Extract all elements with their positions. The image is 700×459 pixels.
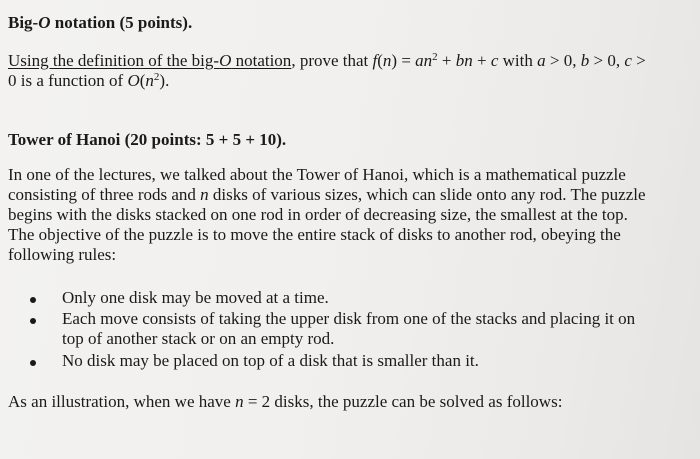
hanoi-paragraph-line-3: begins with the disks stacked on one rod in order of decreasing size, the smallest at the top. (8, 205, 628, 224)
hanoi-paragraph-line-4: The objective of the puzzle is to move the entire stack of disks to another rod, obeying the (8, 225, 621, 244)
math-plus-1: + (437, 51, 456, 70)
math-paren-open: ( (377, 51, 383, 70)
bigo-heading (8, 13, 192, 33)
math-c-cond: c (624, 51, 632, 70)
math-gt-1: > 0, (545, 51, 581, 70)
math-exponent: 2 (432, 51, 438, 63)
with-text: with (498, 51, 538, 70)
bullet-icon (30, 318, 36, 324)
bigo-problem-line-2 (8, 71, 169, 91)
rule-item: No disk may be placed on top of a disk that is smaller than it. (62, 351, 479, 370)
math-gt-3: > (631, 51, 646, 70)
definition-o: O (219, 51, 232, 70)
math-plus-2: + (472, 51, 491, 70)
hanoi-heading: Tower of Hanoi (20 points: 5 + 5 + 10). (8, 130, 287, 149)
bigo-problem-line-1 (8, 51, 646, 71)
function-of-text: 0 is a function of (8, 71, 128, 90)
illustration-end: = 2 disks, the puzzle can be solved as follows: (243, 392, 563, 411)
math-an: an (415, 51, 433, 70)
hanoi-p2-end: disks of various sizes, which can slide onto any rod. The puzzle (208, 185, 646, 204)
math-f: f (372, 51, 378, 70)
hanoi-paragraph-line-2 (8, 185, 646, 205)
bullet-icon (30, 297, 36, 303)
bigo-heading-rest: notation (5 points). (50, 13, 193, 32)
bigo-heading-o: O (38, 13, 51, 32)
math-equals: ) = (391, 51, 416, 70)
definition-text: Using the definition of the big- (8, 51, 220, 70)
bullet-icon (30, 360, 36, 366)
definition-underlined (8, 51, 291, 70)
hanoi-p2-start: consisting of three rods and (8, 185, 201, 204)
math-paren-close-2: ). (159, 71, 170, 90)
rule-item-continuation: top of another stack or on an empty rod. (62, 329, 335, 348)
math-bn: bn (455, 51, 473, 70)
rule-item: Only one disk may be moved at a time. (62, 288, 329, 307)
math-c: c (490, 51, 499, 70)
math-paren-open-2: ( (139, 71, 146, 90)
math-bigo: O (127, 71, 140, 90)
math-n-ill: n (235, 392, 244, 411)
math-n-2: n (145, 71, 154, 90)
illustration-start: As an illustration, when we have (8, 392, 236, 411)
bigo-heading-text: Big- (8, 13, 39, 32)
math-gt-2: > 0, (589, 51, 625, 70)
hanoi-paragraph-line-5: following rules: (8, 245, 117, 264)
rule-item: Each move consists of taking the upper disk from one of the stacks and placing it on (62, 309, 636, 328)
illustration-line (8, 392, 562, 412)
math-a-cond: a (537, 51, 546, 70)
math-n: n (382, 51, 392, 70)
prove-text: , prove that (291, 51, 373, 70)
math-b-cond: b (580, 51, 590, 70)
hanoi-paragraph-line-1: In one of the lectures, we talked about the Tower of Hanoi, which is a mathematical puzzle (8, 165, 626, 184)
definition-notation: notation (231, 51, 292, 70)
math-n-hanoi: n (200, 185, 209, 204)
math-exponent-2: 2 (153, 71, 160, 83)
